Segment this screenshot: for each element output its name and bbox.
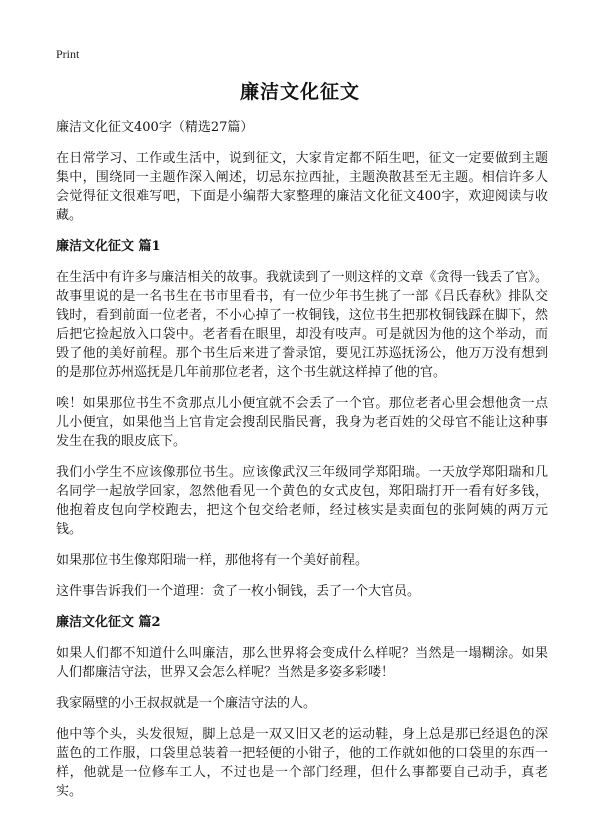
section-1-paragraph: 唉！如果那位书生不贪那点儿小便宜就不会丢了一个官。那位老者心里会想他贪一点儿小便宜，如果他当上官肯定会搜刮民脂民膏，我身为老百姓的父母官不能让这种事发生在我的眼皮底下。 (56, 396, 548, 449)
section-heading-2: 廉洁文化征文 篇2 (56, 615, 161, 630)
article-body (56, 118, 548, 813)
intro-paragraph: 在日常学习、工作或生活中，说到征文，大家肯定都不陌生吧，征文一定要做到主题集中，围绕同一主题作深入阐述，切忌东拉西扯，主题涣散甚至无主题。相信许多人会觉得征文很难写吧，下面是小编帮大家整理的廉洁文化征文400字，欢迎阅读与收藏。 (56, 151, 548, 223)
section-2-paragraph: 他中等个头，头发很短，脚上总是一双又旧又老的运动鞋，身上总是那已经退色的深蓝色的工作服，口袋里总装着一把轻便的小钳子，他的工作就如他的口袋里的东西一样，他就是一位修车工人，不过也是一个部门经理，但什么事都要自己动手，真老实。 (56, 727, 548, 799)
page-title: 廉洁文化征文 (239, 81, 360, 103)
section-2-paragraph: 如果人们都不知道什么叫廉洁，那么世界将会变成什么样呢？当然是一塌糊涂。如果人们都廉洁守法，世界又会怎么样呢？当然是多姿多彩喽！ (56, 646, 548, 680)
section-1-paragraph: 在生活中有许多与廉洁相关的故事。我就读到了一则这样的文章《贪得一钱丢了官》。故事里说的是一名书生在书市里看书，有一位少年书生挑了一部《吕氏春秋》排队交钱时，看到前面一位老者，不小心掉了一枚铜钱，这位书生把那枚铜钱踩在脚下，然后把它捡起放入口袋中。老者看在眼里，却没有吱声。可是就因为他的这个举动，而毁了他的美好前程。那个书生后来进了誊录馆，要见江苏巡抚汤公，他万万没有想到的是那位苏州巡抚是几年前那位老者，这个书生就这样掉了他的官。 (56, 270, 548, 380)
section-1-paragraph: 如果那位书生像郑阳瑞一样，那他将有一个美好前程。 (56, 553, 369, 568)
print-link[interactable]: Print (56, 47, 80, 61)
article-subtitle: 廉洁文化征文400字（精选27篇） (56, 120, 254, 135)
section-1-paragraph: 我们小学生不应该像那位书生。应该像武汉三年级同学郑阳瑞。一天放学郑阳瑞和几名同学一起放学回家，忽然他看见一个黄色的女式皮包，郑阳瑞打开一看有好多钱，他抱着皮包向学校跑去，把这个包交给老师，经过核实是卖面包的张阿姨的两万元钱。 (56, 465, 548, 537)
section-1-paragraph: 这件事告诉我们一个道理：贪了一枚小铜钱，丢了一个大官员。 (56, 584, 421, 599)
section-heading-1: 廉洁文化征文 篇1 (56, 239, 161, 254)
section-2-paragraph: 我家隔壁的小王叔叔就是一个廉洁守法的人。 (56, 696, 317, 711)
